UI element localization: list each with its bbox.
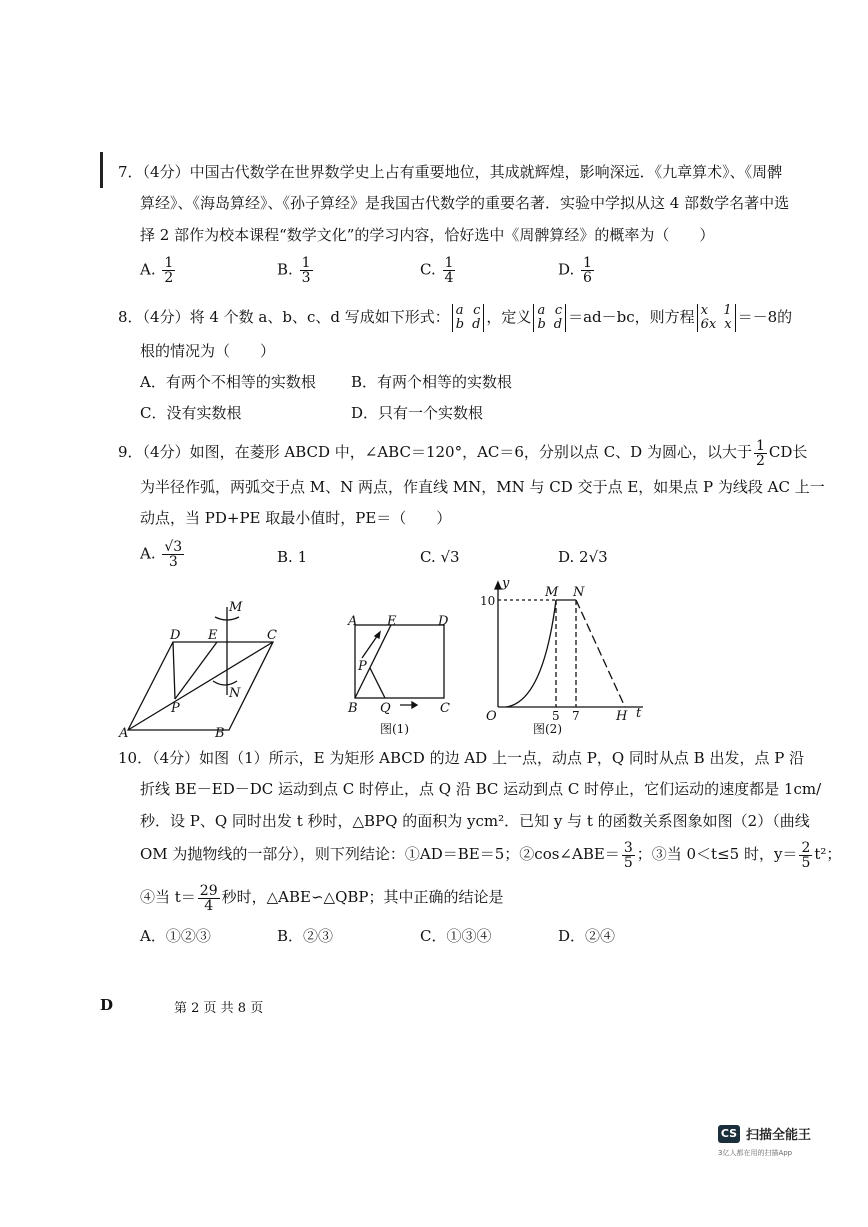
q9-line-1 (118, 438, 807, 468)
fraction (754, 439, 767, 468)
option-label: D. (558, 260, 575, 279)
label-D: D (170, 628, 181, 643)
label-E: E (387, 614, 397, 629)
corner-mark: D (100, 996, 114, 1014)
label-Q: Q (380, 701, 391, 716)
q10-option-a[interactable]: A．①②③ (140, 927, 211, 945)
q7-line-1: 7．（4分）中国古代数学在世界数学史上占有重要地位，其成就辉煌，影响深远．《九章算术》、《周髀 (118, 163, 783, 181)
q7-option-d[interactable] (558, 256, 596, 285)
label-C: C (440, 701, 450, 716)
determinant-def (452, 304, 485, 332)
q10-line-4c: t²； (814, 845, 842, 863)
q10-line-4a: OM 为抛物线的一部分），则下列结论：①AD＝BE＝5；②cos∠ABE＝ (140, 845, 620, 863)
label-P: P (171, 701, 180, 716)
option-value: √3 (440, 548, 460, 566)
q8-def: ＝ad－bc，则方程 (568, 308, 695, 326)
q9-line-1b: CD长 (768, 443, 808, 461)
fraction (443, 256, 456, 285)
frac-den: 3 (301, 270, 311, 286)
fraction (162, 540, 184, 569)
label-five: 5 (552, 709, 560, 723)
fraction (581, 256, 594, 285)
q7-options (140, 256, 760, 292)
fraction (162, 256, 175, 285)
option-label: B. (277, 260, 293, 279)
q9-options (140, 540, 760, 576)
frac-den: 4 (444, 270, 454, 286)
frac-num: √3 (164, 539, 183, 555)
rhombus-figure (115, 595, 295, 740)
label-A: A (119, 726, 129, 740)
q10-line-2: 折线 BE－ED－DC 运动到点 C 时停止，点 Q 沿 BC 运动到点 C 时停止，它们运动的速度都是 1cm/ (140, 780, 822, 798)
q8-option-d[interactable]: D．只有一个实数根 (351, 404, 484, 422)
option-label: A. (140, 544, 156, 563)
det-cell: c (473, 303, 481, 318)
q9-option-d[interactable] (558, 548, 608, 566)
label-M: M (545, 585, 559, 600)
label-B: B (215, 726, 225, 740)
q7-option-b[interactable] (277, 256, 315, 285)
det-cell: a (455, 303, 464, 318)
det-cell: d (472, 317, 481, 332)
camscanner-icon: CS (718, 1125, 740, 1143)
frac-den: 2 (755, 452, 765, 469)
determinant-equation (697, 304, 736, 332)
q8-option-b[interactable]: B．有两个相等的实数根 (351, 373, 513, 391)
q7-option-c[interactable] (420, 256, 457, 285)
det-cell: c (554, 303, 563, 318)
q9-line-1a: 9．（4分）如图，在菱形 ABCD 中，∠ABC＝120°，AC＝6，分别以点 C、D 为圆心，以大于 (118, 443, 752, 461)
q7-option-a[interactable] (140, 256, 177, 285)
label-P: P (358, 659, 367, 674)
q9-option-b[interactable] (277, 548, 307, 566)
frac-den: 2 (164, 270, 174, 286)
det-cell: x (700, 303, 708, 318)
option-label: B. (277, 548, 293, 566)
label-C: C (267, 628, 277, 643)
q8-mid: ，定义 (486, 308, 532, 326)
det-cell: d (553, 317, 563, 332)
option-label: D. (558, 548, 575, 566)
q8-line-2: 根的情况为（ ） (140, 342, 276, 360)
label-N: N (573, 585, 585, 600)
q10-option-b[interactable]: B．②③ (277, 927, 334, 945)
q7-line-2: 算经》、《海岛算经》、《孙子算经》是我国古代数学的重要名著．实验中学拟从这 4 部数学名著中选 (140, 194, 790, 212)
q9-option-c[interactable] (420, 548, 460, 566)
q10-line-5a: ④当 t＝ (140, 888, 196, 906)
frac-num: 1 (755, 437, 765, 454)
label-ten: 10 (480, 594, 496, 608)
frac-num: 1 (164, 255, 174, 271)
figure-1-caption: 图(1) (380, 722, 409, 736)
label-A: A (348, 614, 358, 629)
frac-den: 3 (168, 554, 178, 570)
rectangle-figure (342, 610, 467, 740)
option-value: 2√3 (579, 548, 608, 566)
fraction (198, 884, 220, 913)
determinant-def-2 (533, 304, 566, 332)
q8-line-1 (118, 302, 792, 332)
label-seven: 7 (572, 709, 580, 723)
frac-num: 1 (301, 255, 311, 271)
label-E: E (208, 628, 218, 643)
label-y: y (502, 577, 510, 591)
scanner-logo (718, 1124, 811, 1143)
q10-option-c[interactable]: C．①③④ (420, 927, 492, 945)
q10-line-4 (140, 839, 841, 870)
option-label: A. (140, 260, 156, 279)
det-cell: b (537, 317, 546, 332)
det-cell: 6x (700, 317, 717, 332)
label-B: B (348, 701, 358, 716)
frac-den: 4 (204, 897, 214, 914)
label-O: O (486, 709, 497, 724)
q10-line-1: 10．（4分）如图（1）所示，E 为矩形 ABCD 的边 AD 上一点，动点 P，Q 同时从点 B 出发，点 P 沿 (118, 749, 805, 767)
function-graph-figure (478, 577, 648, 740)
label-H: H (616, 709, 628, 724)
logo-tagline: 3亿人都在用的扫描App (718, 1149, 793, 1157)
q8-prefix: 8．（4分）将 4 个数 a、b、c、d 写成如下形式： (118, 308, 450, 326)
logo-name: 扫描全能王 (746, 1128, 812, 1143)
q8-tail: ＝－8的 (737, 308, 793, 326)
frac-num: 29 (199, 882, 218, 899)
frac-num: 3 (623, 839, 633, 856)
label-M: M (229, 600, 243, 615)
q7-line-3: 择 2 部作为校本课程“数学文化”的学习内容，恰好选中《周髀算经》的概率为（ ） (140, 226, 715, 244)
q10-option-d[interactable]: D．②④ (558, 927, 616, 945)
fraction (799, 841, 812, 870)
margin-mark (100, 152, 103, 188)
fraction (300, 256, 313, 285)
figure-2-caption: 图(2) (533, 722, 562, 736)
q8-option-a[interactable]: A．有两个不相等的实数根 (140, 373, 316, 391)
det-cell: b (455, 317, 465, 332)
det-cell: a (537, 303, 546, 318)
option-value: 1 (297, 548, 308, 566)
fraction (622, 841, 635, 870)
page-number: 第 2 页 共 8 页 (174, 1001, 264, 1016)
label-D: D (438, 614, 449, 629)
q9-line-2: 为半径作弧，两弧交于点 M、N 两点，作直线 MN，MN 与 CD 交于点 E，如果点 P 为线段 AC 上一 (140, 478, 825, 496)
frac-den: 6 (583, 270, 592, 286)
det-cell: 1 (723, 303, 732, 318)
det-cell: x (724, 317, 732, 332)
frac-den: 5 (801, 854, 811, 871)
q10-line-5 (140, 882, 503, 913)
q9-option-a[interactable] (140, 540, 186, 569)
frac-den: 5 (623, 854, 633, 871)
frac-num: 1 (444, 255, 454, 271)
label-N: N (229, 686, 241, 701)
q9-line-3: 动点，当 PD+PE 取最小值时，PE＝（ ） (140, 509, 452, 527)
frac-num: 2 (801, 839, 811, 856)
q10-line-5b: 秒时，△ABE∽△QBP；其中正确的结论是 (221, 888, 504, 906)
q10-line-4b: ；③当 0＜t≤5 时，y＝ (636, 845, 798, 863)
frac-num: 1 (583, 255, 592, 271)
q10-line-3: 秒．设 P、Q 同时出发 t 秒时，△BPQ 的面积为 ycm²．已知 y 与 t 的函数关系图象如图（2）（曲线 (140, 812, 810, 830)
option-label: C. (420, 548, 436, 566)
option-label: C. (420, 260, 436, 279)
q8-option-c[interactable]: C．没有实数根 (140, 404, 242, 422)
label-t: t (636, 706, 642, 721)
